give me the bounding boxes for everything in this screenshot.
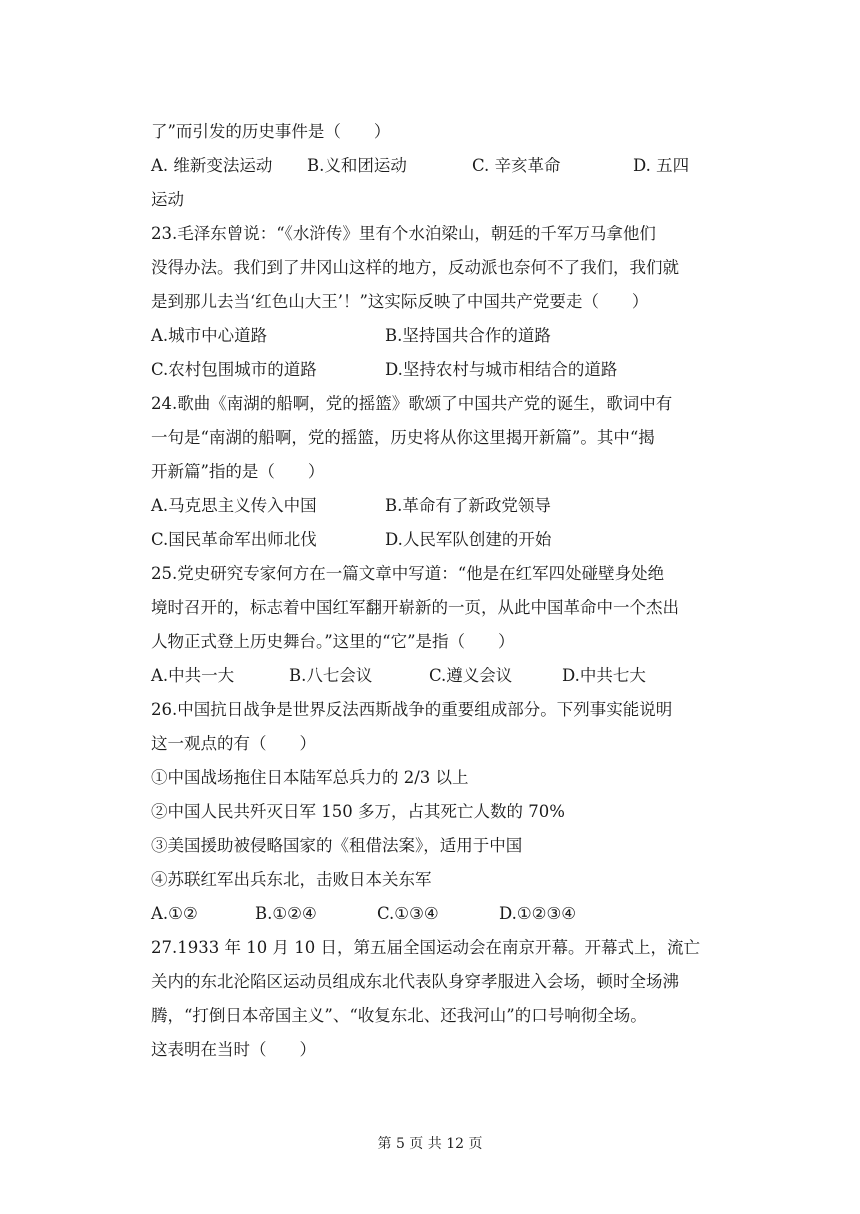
q25-stem-line-3: 人物正式登上历史舞台。”这里的“它”是指（ ） xyxy=(151,632,515,651)
q26-item-2: ②中国人民共歼灭日军 150 多万，占其死亡人数的 70% xyxy=(151,802,565,821)
q25-option-b: B.八七会议 xyxy=(289,666,373,685)
q24-option-d: D.人民军队创建的开始 xyxy=(385,530,552,549)
q25-stem-line-1: 25.党史研究专家何方在一篇文章中写道：“他是在红军四处碰壁身处绝 xyxy=(151,564,665,583)
q26-option-a: A.①② xyxy=(151,904,198,923)
q26-option-c: C.①③④ xyxy=(377,904,439,923)
q24-stem-line-2: 一句是“南湖的船啊，党的摇篮，历史将从你这里揭开新篇”。其中“揭 xyxy=(151,428,655,447)
q23-option-c: C.农村包围城市的道路 xyxy=(151,360,317,379)
q22-option-c: C. 辛亥革命 xyxy=(472,156,561,175)
q26-item-1: ①中国战场拖住日本陆军总兵力的 2/3 以上 xyxy=(151,768,469,787)
q25-option-d: D.中共七大 xyxy=(562,666,646,685)
q23-stem-line-3: 是到那儿去当‘红色山大王’！”这实际反映了中国共产党要走（ ） xyxy=(151,292,649,311)
q23-stem-line-2: 没得办法。我们到了井冈山这样的地方，反动派也奈何不了我们，我们就 xyxy=(151,258,679,277)
page-footer: 第 5 页 共 12 页 xyxy=(377,1136,483,1152)
q22-option-a: A. 维新变法运动 xyxy=(151,156,273,175)
q27-stem-line-3: 腾，“打倒日本帝国主义”、“收复东北、还我河山”的口号响彻全场。 xyxy=(151,1006,647,1025)
q26-item-4: ④苏联红军出兵东北，击败日本关东军 xyxy=(151,870,432,889)
q23-option-a: A.城市中心道路 xyxy=(151,326,268,345)
q25-option-c: C.遵义会议 xyxy=(429,666,513,685)
q24-option-a: A.马克思主义传入中国 xyxy=(151,496,317,515)
q22-option-b: B.义和团运动 xyxy=(307,156,407,175)
q26-item-3: ③美国援助被侵略国家的《租借法案》，适用于中国 xyxy=(151,836,523,855)
q22-option-d-wrap: 运动 xyxy=(151,190,184,209)
q27-stem-line-4: 这表明在当时（ ） xyxy=(151,1040,316,1059)
q24-stem-line-1: 24.歌曲《南湖的船啊，党的摇篮》歌颂了中国共产党的诞生，歌词中有 xyxy=(151,394,673,413)
q23-option-d: D.坚持农村与城市相结合的道路 xyxy=(385,360,618,379)
q26-stem-line-1: 26.中国抗日战争是世界反法西斯战争的重要组成部分。下列事实能说明 xyxy=(151,700,673,719)
q22-stem-end: 了”而引发的历史事件是（ ） xyxy=(151,122,391,141)
q27-stem-line-1: 27.1933 年 10 月 10 日，第五届全国运动会在南京开幕。开幕式上，流亡 xyxy=(151,938,700,957)
q24-stem-line-3: 开新篇”指的是（ ） xyxy=(151,462,325,481)
q26-option-b: B.①②④ xyxy=(255,904,317,923)
q25-option-a: A.中共一大 xyxy=(151,666,235,685)
q26-stem-line-2: 这一观点的有（ ） xyxy=(151,734,316,753)
q25-stem-line-2: 境时召开的，标志着中国红军翻开崭新的一页，从此中国革命中一个杰出 xyxy=(151,598,679,617)
q24-option-c: C.国民革命军出师北伐 xyxy=(151,530,317,549)
q23-stem-line-1: 23.毛泽东曾说：“《水浒传》里有个水泊梁山，朝廷的千军万马拿他们 xyxy=(151,224,656,243)
q26-option-d: D.①②③④ xyxy=(499,904,577,923)
q24-option-b: B.革命有了新政党领导 xyxy=(385,496,551,515)
q27-stem-line-2: 关内的东北沦陷区运动员组成东北代表队身穿孝服进入会场，顿时全场沸 xyxy=(151,972,679,991)
q23-option-b: B.坚持国共合作的道路 xyxy=(385,326,551,345)
q22-option-d: D. 五四 xyxy=(633,156,690,175)
